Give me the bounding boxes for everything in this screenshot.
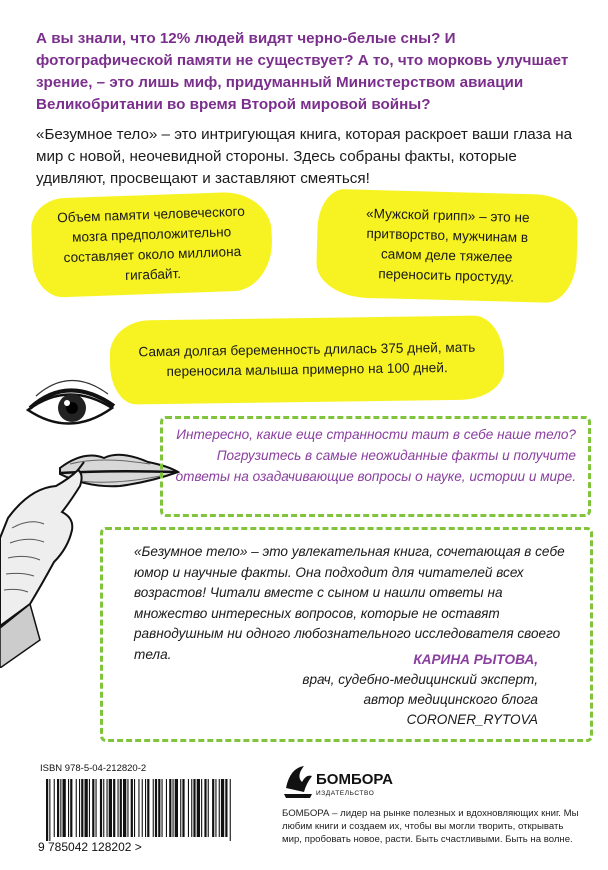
review-author — [300, 650, 538, 730]
barcode-bar — [54, 779, 55, 837]
fact-text-3: Самая долгая беременность длилась 375 дней, мать переносила малыша примерно на 100 дней. — [138, 339, 476, 379]
barcode-bar — [225, 779, 227, 837]
review-text: «Безумное тело» – это увлекательная книга, сочетающая в себе юмор и научные факты. Она подходит для читателей всех возрастов! Читали вместе с сыном и нашли ответы на множество интересных вопросов, которые не оставят равнодушным ни одного любознательного исследователя своего тела. — [134, 544, 565, 662]
barcode-bar — [63, 779, 66, 837]
fact-bubble-1 — [30, 191, 273, 298]
barcode-bar — [169, 779, 171, 837]
barcode-bar — [188, 779, 189, 837]
author-name: КАРИНА РЫТОВА, — [413, 652, 538, 667]
barcode-bar — [153, 779, 154, 837]
barcode-bar — [158, 779, 160, 837]
barcode-bar — [70, 779, 72, 837]
fact-bubble-2 — [316, 189, 579, 304]
fact-text-1: Объем памяти человеческого мозга предположительно составляет около миллиона гигабайт. — [56, 203, 245, 283]
barcode-bar — [193, 779, 195, 837]
barcode-bar — [230, 779, 231, 841]
hand-illustration — [0, 462, 84, 668]
publisher-logo — [282, 758, 402, 804]
barcode-bar — [219, 779, 220, 837]
barcode-bar — [197, 779, 200, 837]
barcode-bar — [208, 779, 209, 837]
barcode-bar — [107, 779, 108, 837]
barcode-bar — [138, 779, 139, 837]
barcode-bar — [212, 779, 214, 837]
barcode-bar — [118, 779, 119, 837]
intro-text: А вы знали, что 12% людей видят черно-белые сны? И фотографической памяти не существует? А то, что морковь улучшает зрение, – это лишь миф, придуманный Министерством авиации Великобритании во время Второй мировой войны? — [36, 30, 569, 113]
barcode-bar — [142, 779, 143, 837]
barcode-bar — [92, 779, 94, 837]
question-text: Интересно, какие еще странности таит в себе наше тело? Погрузитесь в самые неожиданные факты и получите ответы на озадачивающие вопросы о науке, истории и мире. — [175, 427, 576, 484]
barcode-bar — [147, 779, 149, 837]
barcode-bar — [76, 779, 77, 837]
barcode-bar — [201, 779, 202, 837]
barcode-bar — [173, 779, 174, 837]
author-role-1: врач, судебно-медицинский эксперт, — [302, 672, 538, 687]
barcode-bar — [145, 779, 146, 837]
barcode-bar — [180, 779, 181, 837]
barcode-bar — [68, 779, 69, 837]
barcode-bar — [79, 779, 80, 837]
barcode-bar — [166, 779, 167, 837]
barcode-bar — [204, 779, 206, 837]
publisher-blurb: БОМБОРА – лидер на рынке полезных и вдохновляющих книг. Мы любим книги и создаем их, чтобы вы могли творить, открывать мир, пробовать новое, расти. Быть счастливыми. Быть на волне. — [282, 808, 579, 845]
author-role-2: автор медицинского блога CORONER_RYTOVA — [363, 692, 538, 727]
logo-name: БОМБОРА — [316, 771, 393, 788]
barcode-bar — [134, 779, 135, 837]
barcode-bar — [89, 779, 90, 837]
barcode-bar — [60, 779, 61, 837]
barcode-bar — [175, 779, 178, 837]
barcode-bar — [113, 779, 115, 837]
wave-logo-icon — [284, 766, 312, 798]
barcode-bar — [103, 779, 104, 837]
fact-text-2: «Мужской грипп» – это не притворство, мужчинам в самом деле тяжелее переносить простуду. — [365, 205, 530, 285]
barcode-bar — [191, 779, 192, 837]
barcode-bar — [49, 779, 50, 841]
barcode — [34, 775, 244, 855]
description-text: «Безумное тело» – это интригующая книга, которая раскроет ваши глаза на мир с новой, неочевидной стороны. Здесь собраны факты, которые удивляют, просвещают и заставляют смеяться! — [36, 126, 573, 187]
eye-illustration — [28, 380, 114, 423]
barcode-bar — [221, 779, 224, 837]
isbn-label: ISBN 978-5-04-212820-2 — [40, 763, 147, 774]
barcode-bar — [162, 779, 163, 837]
barcode-bar — [81, 779, 83, 837]
barcode-number: 9 785042 128202 > — [38, 840, 142, 854]
barcode-bar — [85, 779, 88, 837]
barcode-bar — [96, 779, 97, 837]
barcode-bar — [131, 779, 133, 837]
barcode-bar — [100, 779, 102, 837]
barcode-bars — [46, 779, 231, 841]
barcode-bar — [120, 779, 122, 837]
barcode-bar — [57, 779, 59, 837]
barcode-bar — [46, 779, 48, 841]
barcode-bar — [123, 779, 126, 837]
logo-sub: ИЗДАТЕЛЬСТВО — [316, 790, 375, 797]
barcode-bar — [127, 779, 128, 837]
barcode-bar — [215, 779, 216, 837]
barcode-bar — [155, 779, 157, 837]
barcode-bar — [109, 779, 112, 837]
barcode-bar — [182, 779, 184, 837]
